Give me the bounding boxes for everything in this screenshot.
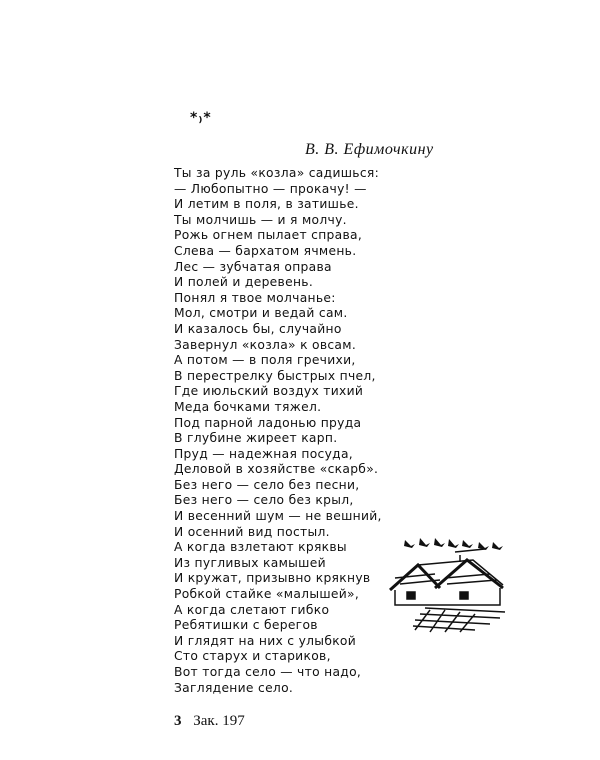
poem — [174, 166, 382, 696]
page-number: 3 — [174, 713, 182, 729]
poem-line: Понял я твое молчанье: — [174, 290, 336, 305]
poem-line: А когда взлетают кряквы — [174, 540, 347, 555]
poem-line: Без него — село без песни, — [174, 477, 360, 492]
poem-line: Деловой в хозяйстве «скарб». — [174, 462, 379, 477]
village-illustration — [385, 530, 515, 635]
poem-line: Ребятишки с берегов — [174, 618, 318, 633]
poem-line: Пруд — надежная посуда, — [174, 446, 353, 461]
print-mark: Зак. 197 — [193, 713, 245, 729]
poem-line: А когда слетают гибко — [174, 602, 330, 617]
poem-line: Ты молчишь — и я молчу. — [174, 212, 347, 227]
poem-line: Ты за руль «козла» садишься: — [174, 166, 380, 180]
poem-line: И летим в поля, в затишье. — [174, 197, 359, 212]
poem-line: Сто старух и стариков, — [174, 649, 331, 664]
poem-line: Лес — зубчатая оправа — [174, 259, 332, 274]
houses-icon — [390, 549, 505, 632]
poem-line: Мол, смотри и ведай сам. — [174, 306, 348, 321]
poem-line: Рожь огнем пылает справа, — [174, 228, 363, 243]
poem-line: И кружат, призывно крякнув — [174, 571, 371, 586]
poem-line: И полей и деревень. — [174, 275, 314, 290]
poem-line: Слева — бархатом ячмень. — [174, 243, 357, 258]
poem-line: И осенний вид постыл. — [174, 524, 330, 539]
poem-line: Заглядение село. — [174, 680, 294, 695]
page-footer — [174, 712, 245, 730]
poem-line: В перестрелку быстрых пчел, — [174, 368, 376, 383]
poem-line: А потом — в поля гречихи, — [174, 353, 356, 368]
poem-line: Без него — село без крыл, — [174, 493, 354, 508]
section-ornament: *₎* — [190, 110, 212, 126]
poem-line: И весенний шум — не вешний, — [174, 509, 382, 524]
poem-line: В глубине жиреет карп. — [174, 431, 338, 446]
poem-line: И казалось бы, случайно — [174, 321, 342, 336]
dedication: В. В. Ефимочкину — [305, 141, 434, 158]
poem-line: Из пугливых камышей — [174, 555, 326, 570]
poem-line: Меда бочками тяжел. — [174, 399, 322, 414]
poem-line: Под парной ладонью пруда — [174, 415, 362, 430]
poem-line: Робкой стайке «малышей», — [174, 587, 360, 602]
birds-icon — [404, 538, 503, 550]
poem-line: Вот тогда село — что надо, — [174, 665, 362, 679]
poem-line: — Любопытно — прокачу! — — [174, 181, 367, 196]
poem-line: И глядят на них с улыбкой — [174, 633, 357, 648]
poem-line: Завернул «козла» к овсам. — [174, 337, 357, 352]
poem-line: Где июльский воздух тихий — [174, 384, 364, 399]
